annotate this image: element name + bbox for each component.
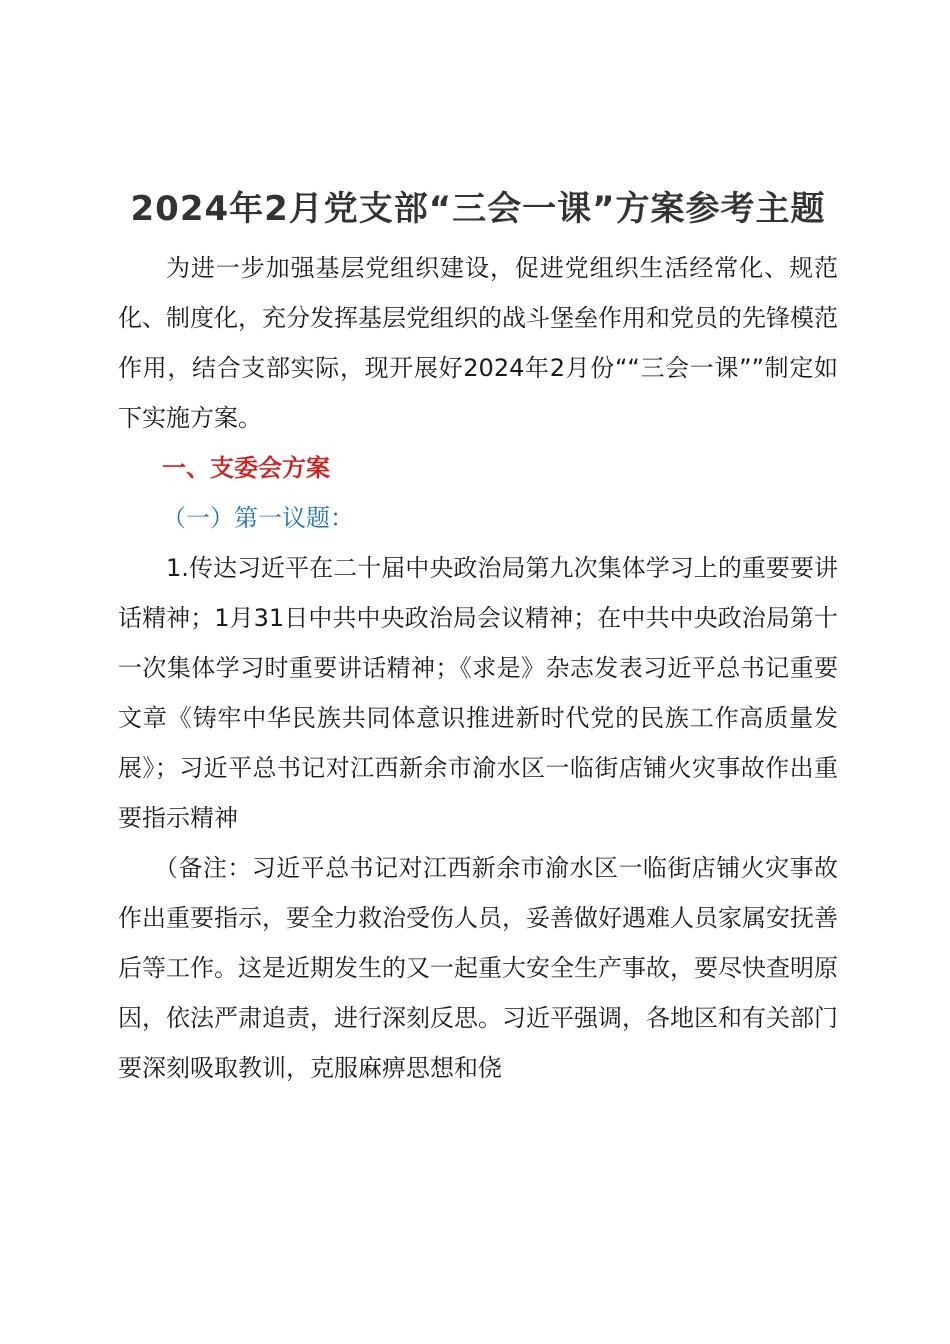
document-title: 2024年2月党支部“三会一课”方案参考主题 xyxy=(130,189,826,229)
intro-paragraph: 为进一步加强基层党组织建设，促进党组织生活经常化、规范化、制度化，充分发挥基层党组织的战斗堡垒作用和党员的先锋模范作用，结合支部实际，现开展好2024年2月份““三会一课””制定如下实施方案。 xyxy=(118,254,838,432)
item-paragraph-1: 1.传达习近平在二十届中央政治局第九次集体学习上的重要要讲话精神；1月31日中共中央政治局会议精神；在中共中央政治局第十一次集体学习时重要讲话精神；《求是》杂志发表习近平总书记重要文章《铸牢中华民族共同体意识推进新时代党的民族工作高质量发展》；习近平总书记对江西新余市渝水区一临街店铺火灾事故作出重要指示精神 xyxy=(118,554,838,832)
section-heading-committee: 一、支委会方案 xyxy=(162,454,330,482)
subsection-heading-first-topic: （一）第一议题： xyxy=(162,504,354,532)
note-paragraph: （备注：习近平总书记对江西新余市渝水区一临街店铺火灾事故作出重要指示，要全力救治受伤人员，妥善做好遇难人员家属安抚善后等工作。这是近期发生的又一起重大安全生产事故，要尽快查明原因，依法严肃追责，进行深刻反思。习近平强调，各地区和有关部门要深刻吸取教训，克服麻痹思想和侥 xyxy=(118,854,838,1082)
document-page xyxy=(118,185,838,1093)
